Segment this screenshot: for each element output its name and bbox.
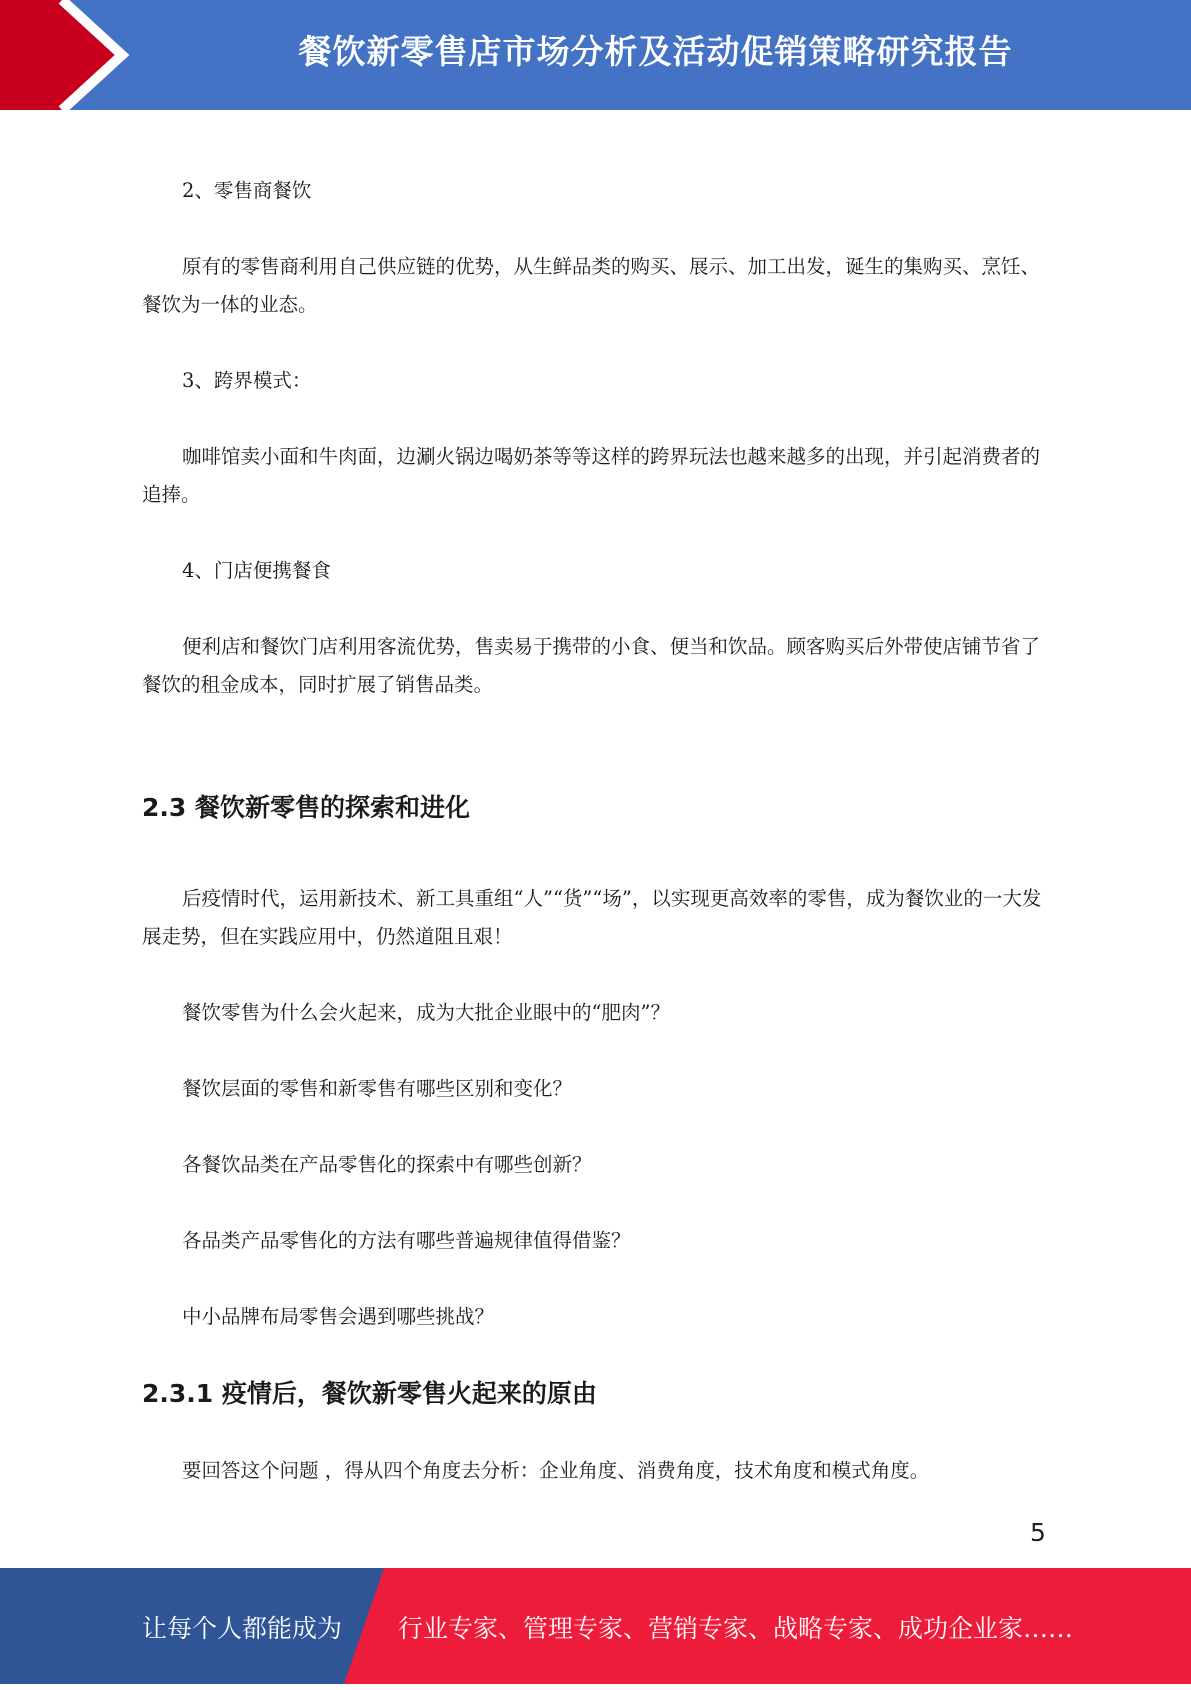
question-5: 中小品牌布局零售会遇到哪些挑战？: [182, 1305, 495, 1328]
section-heading-2-3-1: 2.3.1 疫情后，餐饮新零售火起来的原由: [142, 1379, 597, 1408]
section-heading-2-3: 2.3 餐饮新零售的探索和进化: [142, 793, 470, 822]
page-number: 5: [1030, 1518, 1046, 1547]
paragraph-four-angles: 要回答这个问题 ，得从四个角度去分析：企业角度、消费角度，技术角度和模式角度。: [182, 1459, 930, 1482]
report-title: 餐饮新零售店市场分析及活动促销策略研究报告: [298, 32, 1013, 71]
footer-slogan-left: 让每个人都能成为: [142, 1614, 343, 1643]
question-2: 餐饮层面的零售和新零售有哪些区别和变化？: [182, 1077, 573, 1100]
header-arrow-decoration: [0, 0, 160, 110]
paragraph-retailer-dining-heading: 2、零售商餐饮: [182, 179, 312, 202]
question-3: 各餐饮品类在产品零售化的探索中有哪些创新？: [182, 1153, 592, 1176]
question-1: 餐饮零售为什么会火起来，成为大批企业眼中的“肥肉”？: [182, 1001, 670, 1024]
paragraph-post-pandemic: 后疫情时代，运用新技术、新工具重组“人”“货”“场”，以实现更高效率的零售，成为餐饮业的一大发展走势，但在实践应用中，仍然道阻且艰！: [142, 887, 1042, 948]
page-footer: [0, 1568, 1191, 1684]
footer-slogan-right: 行业专家、管理专家、营销专家、战略专家、成功企业家……: [398, 1614, 1074, 1643]
page-header: [0, 0, 1191, 110]
paragraph-portable-food: 便利店和餐饮门店利用客流优势，售卖易于携带的小食、便当和饮品。顾客购买后外带使店铺节省了餐饮的租金成本，同时扩展了销售品类。: [142, 635, 1041, 696]
paragraph-crossover: 咖啡馆卖小面和牛肉面，边涮火锅边喝奶茶等等这样的跨界玩法也越来越多的出现，并引起消费者的追捧。: [142, 445, 1041, 506]
question-4: 各品类产品零售化的方法有哪些普遍规律值得借鉴？: [182, 1229, 631, 1252]
paragraph-portable-food-heading: 4、门店便携餐食: [182, 559, 331, 582]
paragraph-crossover-heading: 3、跨界模式：: [182, 369, 312, 392]
paragraph-retailer-dining: 原有的零售商利用自己供应链的优势，从生鲜品类的购买、展示、加工出发，诞生的集购买、烹饪、餐饮为一体的业态。: [142, 255, 1041, 316]
